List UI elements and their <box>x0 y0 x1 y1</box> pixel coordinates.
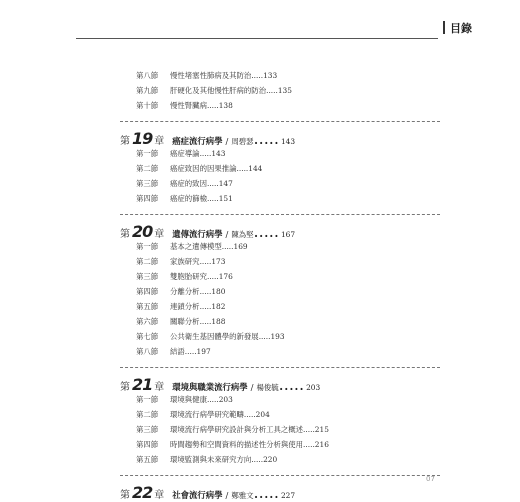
leader-dots: ..... <box>206 101 219 110</box>
leader-dots: ..... <box>199 149 212 158</box>
leader-dots: ..... <box>251 455 264 464</box>
chapter-page: 167 <box>280 230 296 239</box>
section-entry <box>136 256 440 271</box>
section-number: 第十節 <box>136 101 159 110</box>
chapter-divider <box>120 214 440 215</box>
section-number: 第一節 <box>136 395 159 404</box>
section-page: 138 <box>218 101 233 110</box>
section-page: 143 <box>211 149 226 158</box>
section-title: 家族研究 <box>170 257 200 266</box>
chapter-title: 環境與職業流行病學 <box>172 382 248 392</box>
leader-dots: ..... <box>236 164 249 173</box>
chapter-page: 227 <box>280 491 296 500</box>
section-page: 220 <box>263 455 278 464</box>
section-title: 結語 <box>170 347 185 356</box>
section-page: 173 <box>211 257 226 266</box>
section-number: 第五節 <box>136 455 159 464</box>
chapter-number: 21 <box>132 375 153 394</box>
chapter-author: 鄭雅文 <box>231 491 254 500</box>
section-number: 第二節 <box>136 164 159 173</box>
section-page: 180 <box>211 287 226 296</box>
section-page: 215 <box>314 425 329 434</box>
chapter-heading <box>120 375 440 394</box>
chapter-divider <box>120 121 440 122</box>
leader-dots: ..... <box>206 272 219 281</box>
section-title: 分離分析 <box>170 287 200 296</box>
section-number: 第二節 <box>136 257 159 266</box>
section-number: 第八節 <box>136 71 159 80</box>
chapter-prefix: 第 <box>120 229 130 240</box>
section-title: 癌症的篩檢 <box>170 194 207 203</box>
section-title: 慢性堵塞性肺病及其防治 <box>170 71 252 80</box>
leader-dots: ..... <box>253 222 279 241</box>
section-title: 環境流行病學研究設計與分析工具之概述 <box>170 425 304 434</box>
section-number: 第六節 <box>136 317 159 326</box>
section-entry <box>136 409 440 424</box>
leader-dots: ..... <box>199 287 212 296</box>
section-page: 176 <box>218 272 233 281</box>
chapter-heading <box>120 483 440 502</box>
section-title: 時間趨勢和空間資料的描述性分析與使用 <box>170 440 304 449</box>
chapter-heading <box>120 129 440 148</box>
section-title: 癌症導論 <box>170 149 200 158</box>
chapter-prefix: 第 <box>120 382 130 393</box>
section-number: 第四節 <box>136 440 159 449</box>
section-title: 環境監測與未來研究方向 <box>170 455 252 464</box>
section-number: 第三節 <box>136 272 159 281</box>
section-entry <box>136 316 440 331</box>
section-page: 182 <box>211 302 226 311</box>
section-entry <box>136 178 440 193</box>
section-number: 第一節 <box>136 242 159 251</box>
chapter-heading <box>120 222 440 241</box>
section-entry <box>136 271 440 286</box>
page-number: 07 <box>426 475 435 483</box>
section-title: 環境流行病學研究範疇 <box>170 410 244 419</box>
chapter-divider <box>120 367 440 368</box>
chapter-page: 203 <box>306 383 321 392</box>
leader-dots: ..... <box>199 317 212 326</box>
section-entry <box>136 70 440 85</box>
section-entry <box>136 100 440 115</box>
leader-dots: ..... <box>303 440 315 449</box>
section-entry <box>136 148 440 163</box>
section-page: 197 <box>196 347 211 356</box>
chapter-number: 20 <box>132 222 153 241</box>
leader-dots: ..... <box>199 257 212 266</box>
section-number: 第二節 <box>136 410 159 419</box>
section-page: 203 <box>218 395 233 404</box>
section-number: 第五節 <box>136 302 159 311</box>
section-number: 第九節 <box>136 86 159 95</box>
section-entry <box>136 193 440 208</box>
table-of-contents <box>120 70 440 502</box>
chapter-suffix: 章 <box>154 229 165 240</box>
leader-dots: ..... <box>206 395 219 404</box>
section-title: 環境與健康 <box>170 395 207 404</box>
section-title: 肝硬化及其他慢性肝病的防治 <box>170 86 267 95</box>
section-entry <box>136 301 440 316</box>
leader-dots: ..... <box>206 194 219 203</box>
section-entry <box>136 85 440 100</box>
chapter-prefix: 第 <box>120 136 130 147</box>
section-number: 第三節 <box>136 425 159 434</box>
leader-dots: ..... <box>258 332 271 341</box>
chapter-author: 周碧瑟 <box>231 137 254 146</box>
chapter-title: 遺傳流行病學 <box>172 229 223 239</box>
section-number: 第三節 <box>136 179 159 188</box>
chapter-slash: / <box>250 382 254 392</box>
section-entry <box>136 331 440 346</box>
chapter-suffix: 章 <box>154 490 165 501</box>
chapter-number: 19 <box>132 129 153 148</box>
section-number: 第四節 <box>136 194 159 203</box>
chapter-slash: / <box>225 136 229 146</box>
leader-dots: ..... <box>206 179 219 188</box>
leader-dots: ..... <box>243 410 256 419</box>
chapter-author: 楊俊毓 <box>256 383 279 392</box>
section-page: 204 <box>255 410 270 419</box>
section-entry <box>136 439 440 454</box>
chapter-slash: / <box>225 229 229 239</box>
section-title: 基本之遺傳模型 <box>170 242 222 251</box>
section-page: 188 <box>211 317 226 326</box>
leader-dots: ..... <box>251 71 264 80</box>
section-title: 慢性腎臟病 <box>170 101 207 110</box>
section-entry <box>136 346 440 361</box>
chapter-title: 癌症流行病學 <box>172 136 223 146</box>
section-entry <box>136 424 440 439</box>
chapter-author: 陳為堅 <box>231 230 254 239</box>
chapter-number: 22 <box>132 483 153 502</box>
leader-dots: ..... <box>221 242 234 251</box>
section-title: 雙胞胎研究 <box>170 272 207 281</box>
section-page: 147 <box>218 179 233 188</box>
section-page: 135 <box>277 86 292 95</box>
section-entry <box>136 241 440 256</box>
chapter-prefix: 第 <box>120 490 130 501</box>
section-title: 癌症致因的因果推論 <box>170 164 237 173</box>
header-accent-bar <box>443 21 445 34</box>
section-number: 第七節 <box>136 332 159 341</box>
section-page: 133 <box>263 71 278 80</box>
section-number: 第一節 <box>136 149 159 158</box>
chapter-page: 143 <box>280 137 296 146</box>
chapter-slash: / <box>225 490 229 500</box>
leader-dots: ..... <box>303 425 315 434</box>
chapter-title: 社會流行病學 <box>172 490 223 500</box>
section-title: 連鎖分析 <box>170 302 200 311</box>
chapter-suffix: 章 <box>154 136 165 147</box>
leader-dots: ..... <box>253 483 279 502</box>
section-title: 關聯分析 <box>170 317 200 326</box>
header-rule <box>76 38 438 39</box>
section-entry <box>136 394 440 409</box>
section-page: 144 <box>248 164 263 173</box>
section-title: 公共衛生基因體學的新發展 <box>170 332 259 341</box>
section-page: 151 <box>218 194 233 203</box>
chapter-divider <box>120 475 440 476</box>
leader-dots: ..... <box>184 347 197 356</box>
section-entry <box>136 163 440 178</box>
section-page: 169 <box>233 242 248 251</box>
leader-dots: ..... <box>278 375 305 394</box>
page-header-title: 目錄 <box>450 22 472 35</box>
leader-dots: ..... <box>266 86 278 95</box>
leader-dots: ..... <box>253 129 279 148</box>
section-number: 第八節 <box>136 347 159 356</box>
section-page: 216 <box>314 440 329 449</box>
section-title: 癌症的致因 <box>170 179 207 188</box>
section-entry <box>136 454 440 469</box>
leader-dots: ..... <box>199 302 212 311</box>
chapter-suffix: 章 <box>154 382 165 393</box>
section-number: 第四節 <box>136 287 159 296</box>
section-page: 193 <box>270 332 285 341</box>
section-entry <box>136 286 440 301</box>
